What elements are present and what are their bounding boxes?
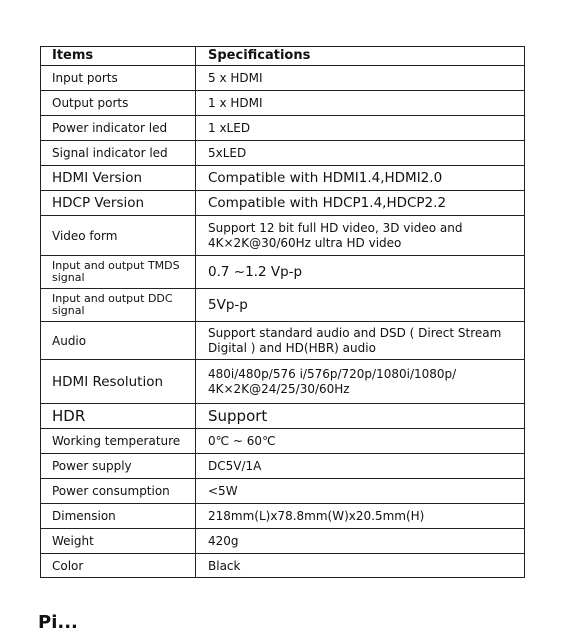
table-row [41,529,525,554]
items-header: Items [41,47,196,66]
table-row [41,116,525,141]
table-row [41,256,525,289]
table-row [41,66,525,91]
item-label: Video form [41,216,196,256]
item-value: 1 xLED [196,116,525,141]
item-value: Support standard audio and DSD ( Direct Stream Digital ) and HD(HBR) audio [196,322,525,360]
item-value: Support [196,404,525,429]
item-value: 480i/480p/576 i/576p/720p/1080i/1080p/ 4K×2K@24/25/30/60Hz [196,360,525,404]
item-value: Black [196,554,525,578]
item-value: 0.7 ~1.2 Vp-p [196,256,525,289]
item-value: DC5V/1A [196,454,525,479]
table-row [41,322,525,360]
specifications-header: Specifications [196,47,525,66]
specifications-table [40,46,525,578]
table-row [41,166,525,191]
item-value: 420g [196,529,525,554]
table-row [41,504,525,529]
item-label: Color [41,554,196,578]
table-row [41,554,525,578]
item-label: Power consumption [41,479,196,504]
item-value: 0℃ ~ 60℃ [196,429,525,454]
table-row [41,289,525,322]
table-row [41,91,525,116]
item-label: Working temperature [41,429,196,454]
item-value: 5Vp-p [196,289,525,322]
item-label: HDCP Version [41,191,196,216]
item-label: HDR [41,404,196,429]
item-label: Power supply [41,454,196,479]
item-label: Input and output TMDS signal [41,256,196,289]
item-value: Compatible with HDCP1.4,HDCP2.2 [196,191,525,216]
table-header-row [41,47,525,66]
table-row [41,191,525,216]
item-value: 1 x HDMI [196,91,525,116]
table-row [41,429,525,454]
item-value: 5 x HDMI [196,66,525,91]
table-row [41,404,525,429]
table-row [41,216,525,256]
item-label: Input ports [41,66,196,91]
table-row [41,479,525,504]
item-label: Signal indicator led [41,141,196,166]
item-label: Weight [41,529,196,554]
item-value: Support 12 bit full HD video, 3D video and 4K×2K@30/60Hz ultra HD video [196,216,525,256]
item-label: Output ports [41,91,196,116]
item-label: Dimension [41,504,196,529]
item-label: Input and output DDC signal [41,289,196,322]
section-heading-cut-off: Pi... [38,612,78,633]
item-label: HDMI Resolution [41,360,196,404]
table-row [41,454,525,479]
table-row [41,360,525,404]
item-label: Audio [41,322,196,360]
item-value: 218mm(L)x78.8mm(W)x20.5mm(H) [196,504,525,529]
item-value: Compatible with HDMI1.4,HDMI2.0 [196,166,525,191]
item-label: Power indicator led [41,116,196,141]
item-label: HDMI Version [41,166,196,191]
table-row [41,141,525,166]
item-value: 5xLED [196,141,525,166]
item-value: <5W [196,479,525,504]
